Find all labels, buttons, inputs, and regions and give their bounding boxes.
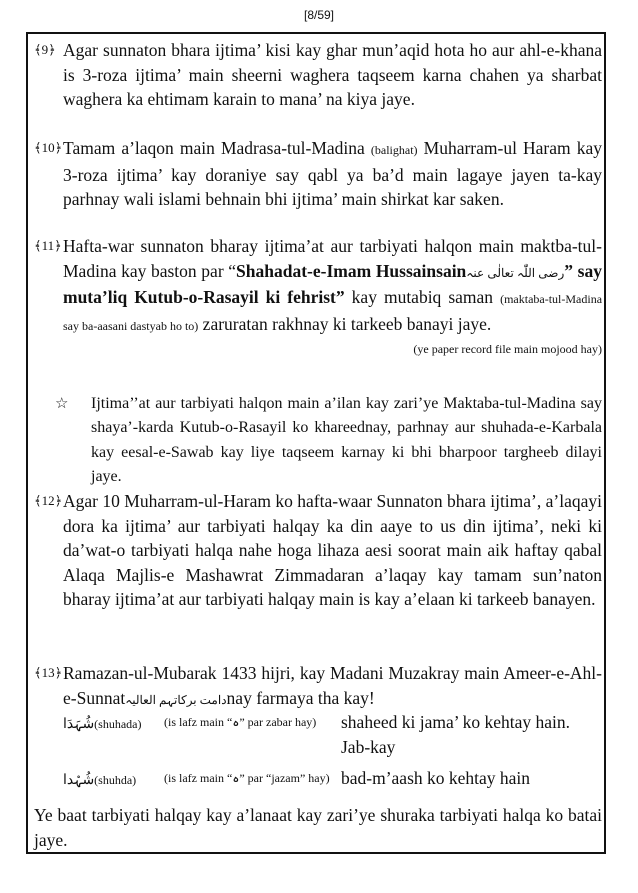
arabic-word: شُہْدا (63, 773, 95, 789)
arabic-honorific: رضی اللّٰہ تعالٰی عنہ (466, 265, 565, 280)
closing-paragraph (34, 803, 602, 852)
star-item (34, 392, 602, 489)
item-text: zaruratan rakhnay ki tarkeeb banayi jaye. (202, 313, 492, 334)
item-number: ﴾11﴿ (34, 238, 62, 253)
word-row (34, 710, 602, 759)
item-11 (34, 234, 602, 360)
roman-word: (shuhda) (94, 773, 137, 788)
item-text: kay mutabiq saman (351, 287, 494, 308)
item-note: (balighat) (370, 143, 418, 157)
item-number: ﴾9﴿ (34, 42, 56, 57)
item-text: nay farmaya tha kay! (226, 687, 375, 708)
item-text: Tamam a’laqon main Madrasa-tul-Madina (63, 138, 365, 158)
star-icon: ☆ (55, 396, 69, 412)
roman-word: (shuhada) (94, 717, 142, 731)
word-note: (is lafz main “ہ” par “jazam” hay) (164, 771, 330, 786)
item-13 (34, 661, 602, 712)
item-12 (34, 489, 602, 612)
item-text: Agar sunnaton bhara ijtima’ kisi kay ghar mun’aqid hota ho aur ahl-e-khana is 3-roza ijtima’ main sheerni waghera taqseem karna chahen ya sharbat waghera ka ehtimam karain to mana’ na kiya jaye. (63, 40, 602, 110)
word-note: (is lafz main “ہ” par zabar hay) (164, 715, 317, 729)
item-9 (34, 38, 602, 112)
word-table (34, 710, 602, 794)
arabic-word: شُہَدَا (63, 717, 95, 732)
item-text: Ramazan-ul-Mubarak 1433 hijri, kay Madani Muzakray main Ameer-e-Ahl-e-Sunnat (63, 663, 602, 708)
item-note: (maktaba-tul-Madina say ba-aasani dastyab ho to) (63, 292, 603, 333)
record-note: (ye paper record file main mojood hay) (413, 342, 602, 357)
item-number: ﴾13﴿ (34, 665, 63, 680)
page-number: [8/59] (303, 8, 335, 22)
closing-text: Ye baat tarbiyati halqay kay a’lanaat kay zari’ye shuraka tarbiyati halqa ko batai jaye. (34, 805, 602, 850)
word-label (34, 710, 164, 759)
arabic-honorific: دامت برکاتہم العالیہ (125, 692, 227, 707)
item-text: Ijtima’’at aur tarbiyati halqon main a’ilan kay zari’ye Maktaba-tul-Madina say shaya’-karda Kutub-o-Rasayil ko khareednay, parhnay aur shuhada-e-Karbala kay eesal-e-Sawab kay liye taqseem karnay ki bhi bharpoor targheeb dilayi jaye. (91, 395, 602, 485)
item-text: Muharram-ul Haram kay 3-roza ijtima’ kay doraniye say qabl ya ba’d main lagaye jayen ta-kay parhnay wali islami behnain bhi ijtima’ main shirkat kar saken. (63, 138, 603, 210)
word-meaning: bad-m’aash ko kehtay hain (341, 768, 531, 789)
item-number: ﴾10﴿ (34, 140, 63, 155)
item-bold-title: ” say muta’liq Kutub-o-Rasayil ki fehrist” (63, 260, 602, 308)
item-text: Hafta-war sunnaton bharay ijtima’at aur tarbiyati halqon main maktba-tul-Madina kay baston par “ (63, 236, 602, 281)
word-label (34, 766, 164, 794)
item-10 (34, 136, 602, 212)
item-number: ﴾12﴿ (34, 493, 63, 508)
item-bold-title: Shahadat-e-Imam Hussainsain (236, 260, 467, 281)
word-row (34, 766, 602, 794)
word-meaning: shaheed ki jama’ ko kehtay hain. Jab-kay (341, 712, 571, 757)
item-text: Agar 10 Muharram-ul-Haram ko hafta-waar Sunnaton bhara ijtima’, a’laqayi dora ka ijtima’ aur tarbiyati halqay ka din aaye to us din ijtima’, neki ki da’wat-o tarbiyati halqa nahe hoga lihaza aesi soorat main aik haftay qabal Alaqa Majlis-e Mashawrat Zimmadaran a’laqay kay tamam sun’naton bharay ijtima’at aur tarbiyati halqay main is kay a’elaan ki tarkeeb banayen. (63, 491, 602, 610)
